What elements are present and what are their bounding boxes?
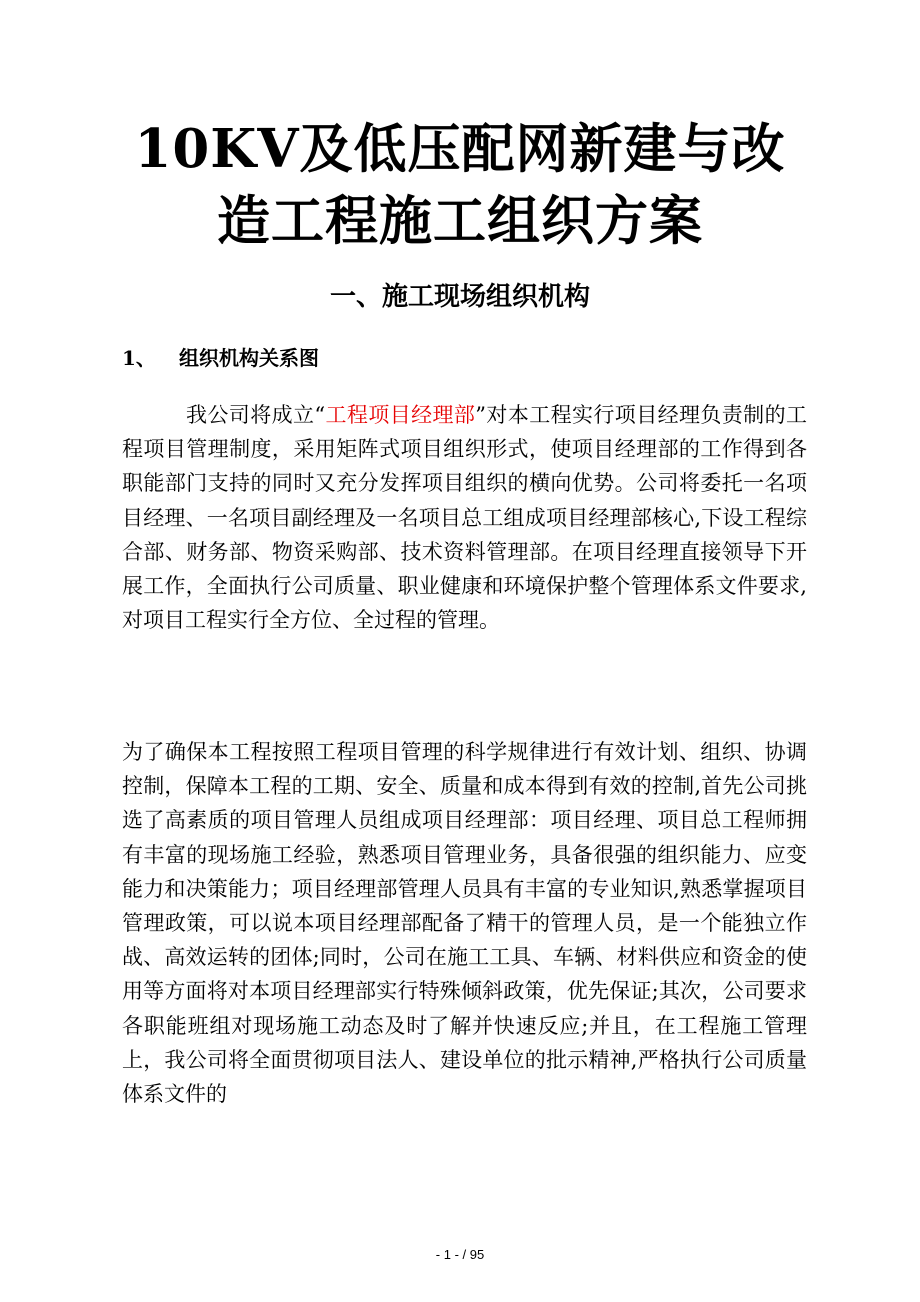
paragraph-2: 为了确保本工程按照工程项目管理的科学规律进行有效计划、组织、协调控制，保障本工程的工期、安全、质量和成本得到有效的控制,首先公司挑选了高素质的项目管理人员组成项目经理部：项目经理、项目总工程师拥有丰富的现场施工经验，熟悉项目管理业务，具备很强的组织能力、应变能力和决策能力；项目经理部管理人员具有丰富的专业知识,熟悉掌握项目管理政策，可以说本项目经理部配备了精干的管理人员，是一个能独立作战、高效运转的团体;同时，公司在施工工具、车辆、材料供应和资金的使用等方面将对本项目经理部实行特殊倾斜政策，优先保证;其次，公司要求各职能班组对现场施工动态及时了解并快速反应;并且，在工程施工管理上，我公司将全面贯彻项目法人、建设单位的批示精神,严格执行公司质量体系文件的 (122, 740, 807, 1107)
paragraph-1 (122, 398, 807, 637)
subheading-number: 1、 (122, 346, 156, 370)
document-title-line-1: 10KV及低压配网新建与改 (134, 118, 786, 180)
section-heading: 一、施工现场组织机构 (329, 282, 590, 312)
document-title-line-2: 造工程施工组织方案 (217, 190, 703, 252)
paragraph-1-start: 我公司将成立“ (186, 403, 326, 427)
highlighted-term: 工程项目经理部 (325, 403, 476, 427)
subheading (122, 343, 319, 373)
subheading-text: 组织机构关系图 (179, 346, 319, 370)
paragraph-1-rest: ”对本工程实行项目经理负责制的工程项目管理制度，采用矩阵式项目组织形式，使项目经理部的工作得到各职能部门支持的同时又充分发挥项目组织的横向优势。公司将委托一名项目经理、一名项目副经理及一名项目总工组成项目经理部核心,下设工程综合部、财务部、物资采购部、技术资料管理部。在项目经理直接领导下开展工作，全面执行公司质量、职业健康和环境保护整个管理体系文件要求,对项目工程实行全方位、全过程的管理。 (122, 403, 807, 633)
page-number: - 1 - / 95 (435, 1247, 485, 1262)
